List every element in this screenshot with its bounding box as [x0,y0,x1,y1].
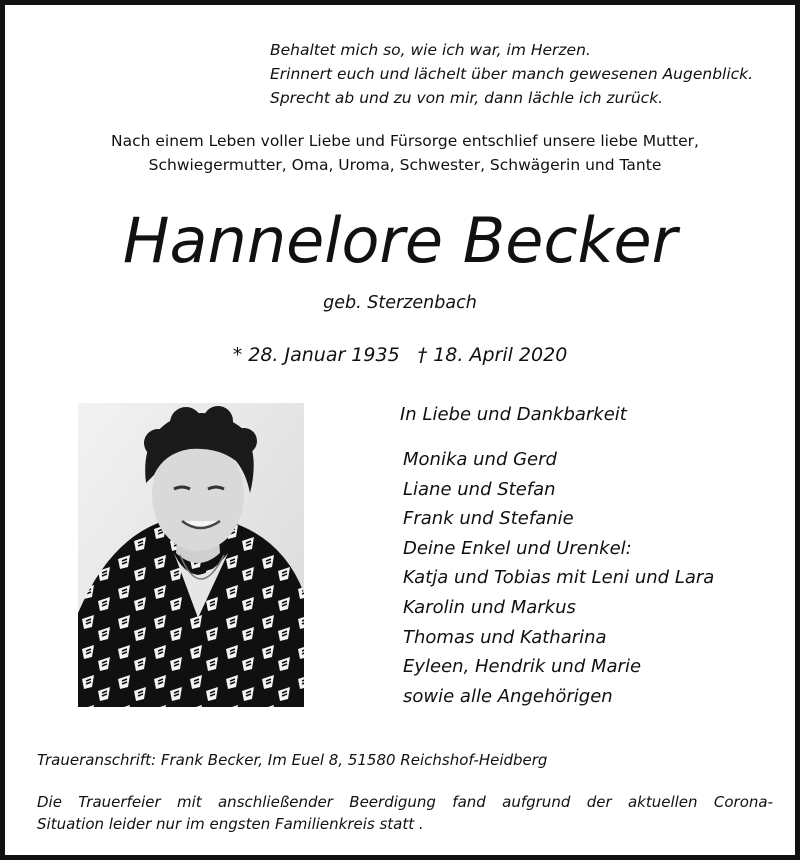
life-dates [5,344,795,366]
family-member: Deine Enkel und Urenkel: [403,537,632,559]
death-date: † 18. April 2020 [417,344,568,366]
family-member: Karolin und Markus [403,596,576,618]
family-list [403,445,714,711]
family-member: Liane und Stefan [403,478,556,500]
poem-line: Behaltet mich so, wie ich war, im Herzen. [270,41,591,59]
family-member: Eyleen, Hendrik und Marie [403,656,642,678]
poem [270,38,753,110]
family-member: sowie alle Angehörigen [403,685,613,707]
birth-date: * 28. Januar 1935 [232,344,400,366]
family-member: Frank und Stefanie [403,508,574,530]
family-member: Thomas und Katharina [403,626,607,648]
notice-line: Die Trauerfeier mit anschließender Beerdigung fand aufgrund der aktuellen Corona- [37,793,773,811]
family-member: Katja und Tobias mit Leni und Lara [403,567,715,589]
funeral-notice [37,791,773,835]
poem-line: Sprecht ab und zu von mir, dann lächle ich zurück. [270,89,664,107]
portrait-photo [78,403,304,707]
family-member: Monika und Gerd [403,449,557,470]
mourning-address: Traueranschrift: Frank Becker, Im Euel 8, 51580 Reichshof-Heidberg [37,751,548,769]
birth-name: geb. Sterzenbach [323,293,477,313]
poem-line: Erinnert euch und lächelt über manch gewesenen Augenblick. [270,65,754,83]
notice-line: Situation leider nur im engsten Familienkreis statt . [37,815,424,833]
intro-text [45,129,765,177]
intro-line: Nach einem Leben voller Liebe und Fürsorge entschlief unsere liebe Mutter, [111,132,699,150]
intro-line: Schwiegermutter, Oma, Uroma, Schwester, Schwägerin und Tante [148,156,662,174]
family-heading: In Liebe und Dankbarkeit [400,404,627,425]
deceased-name: Hannelore Becker [122,204,678,277]
